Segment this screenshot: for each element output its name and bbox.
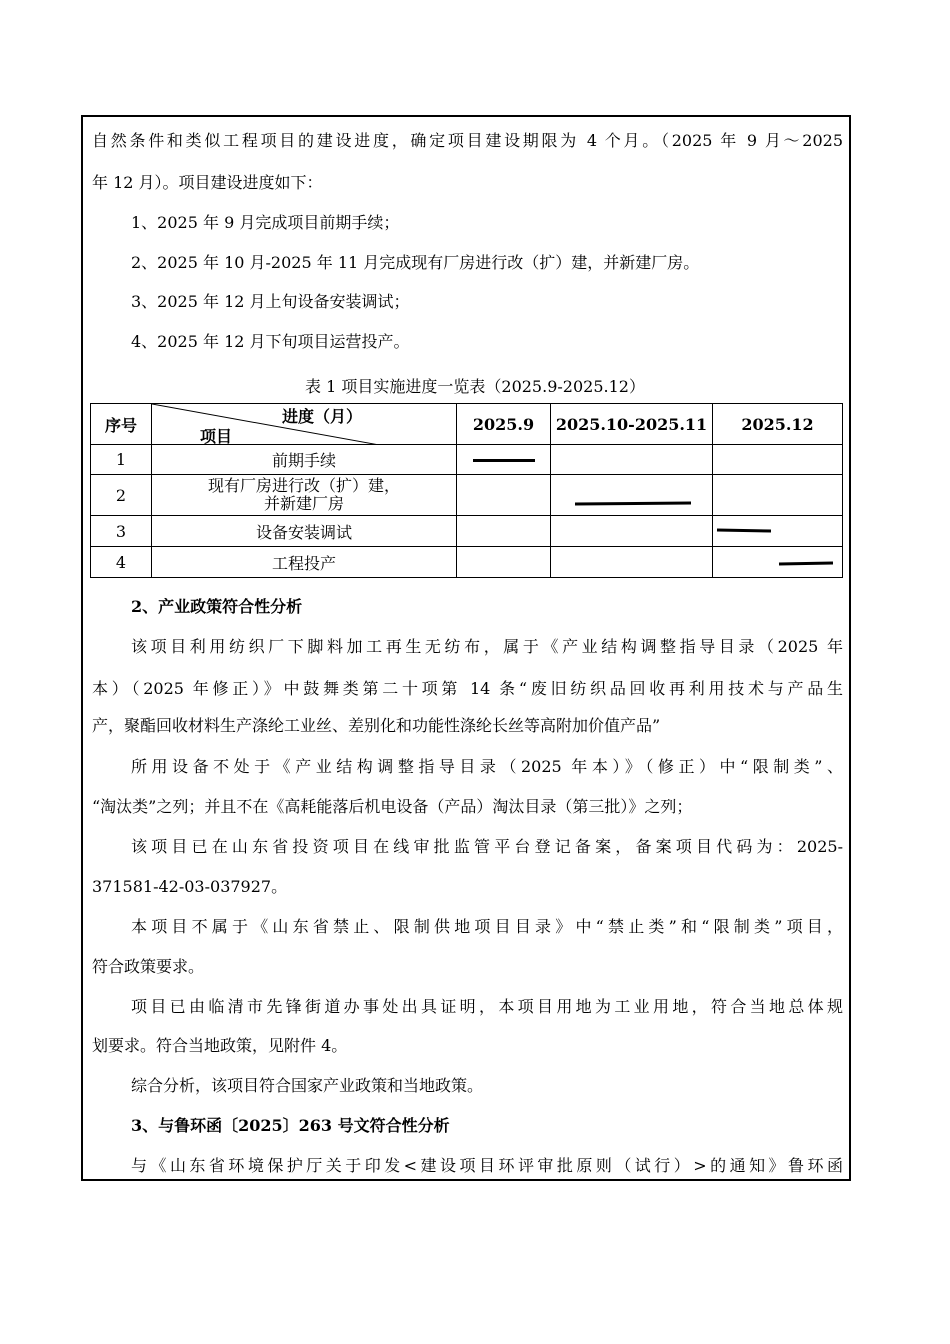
gantt-bar <box>779 562 833 566</box>
row-name: 设备安装调试 <box>152 516 457 547</box>
gantt-cell <box>457 547 551 578</box>
table-caption: 表 1 项目实施进度一览表（2025.9-2025.12） <box>305 377 645 396</box>
paragraph-line: 所用设备不处于《产业结构调整指导目录（2025 年本）》（修正）中“限制类”、 <box>131 757 843 776</box>
header-item: 项目 <box>200 427 233 446</box>
header-period: 2025.10-2025.11 <box>551 404 713 445</box>
header-progress: 进度（月） <box>282 407 363 426</box>
paragraph-line: 符合政策要求。 <box>92 957 205 976</box>
row-name-line: 现有厂房进行改（扩）建， <box>207 476 400 495</box>
gantt-cell <box>713 516 843 547</box>
table-row <box>91 547 843 578</box>
row-name <box>152 475 457 516</box>
paragraph-line: 本）（2025 年修正）》中鼓舞类第二十项第 14 条“废旧纺织品回收再利用技术与产品生 <box>92 679 843 698</box>
schedule-step-2: 2、2025 年 10 月-2025 年 11 月完成现有厂房进行改（扩）建，并新建厂房。 <box>131 253 700 272</box>
gantt-bar <box>575 501 691 505</box>
paragraph-line: 与《山东省环境保护厅关于印发<建设项目环评审批原则（试行）>的通知》鲁环函 <box>131 1156 843 1175</box>
table-row <box>91 445 843 475</box>
paragraph-line: 本项目不属于《山东省禁止、限制供地项目目录》中“禁止类”和“限制类”项目， <box>131 917 843 936</box>
schedule-step-1: 1、2025 年 9 月完成项目前期手续； <box>131 213 400 232</box>
paragraph-line: 产，聚酯回收材料生产涤纶工业丝、差别化和功能性涤纶长丝等高附加价值产品” <box>92 716 661 735</box>
schedule-table <box>90 403 843 578</box>
paragraph-line: 该项目利用纺织厂下脚料加工再生无纺布，属于《产业结构调整指导目录（2025 年 <box>131 637 843 656</box>
gantt-cell <box>551 475 713 516</box>
gantt-bar <box>717 529 771 533</box>
header-period: 2025.12 <box>713 404 843 445</box>
gantt-cell <box>551 547 713 578</box>
header-diagonal-cell <box>152 404 457 445</box>
gantt-cell <box>713 445 843 475</box>
table-header-row <box>91 404 843 445</box>
header-seq: 序号 <box>91 404 152 445</box>
schedule-step-4: 4、2025 年 12 月下旬项目运营投产。 <box>131 332 410 351</box>
row-name: 工程投产 <box>152 547 457 578</box>
gantt-cell <box>457 475 551 516</box>
paragraph-line: 划要求。符合当地政策，见附件 4。 <box>92 1036 348 1055</box>
gantt-cell <box>713 475 843 516</box>
table-row <box>91 516 843 547</box>
header-period: 2025.9 <box>457 404 551 445</box>
row-no: 2 <box>91 475 152 516</box>
gantt-cell <box>457 445 551 475</box>
gantt-cell <box>551 516 713 547</box>
row-name-line: 并新建厂房 <box>263 494 344 513</box>
gantt-cell <box>713 547 843 578</box>
row-no: 3 <box>91 516 152 547</box>
paragraph-line: 项目已由临清市先锋街道办事处出具证明，本项目用地为工业用地，符合当地总体规 <box>131 997 843 1016</box>
schedule-step-3: 3、2025 年 12 月上旬设备安装调试； <box>131 292 410 311</box>
paragraph-line: “淘汰类”之列；并且不在《高耗能落后机电设备（产品）淘汰目录（第三批）》之列； <box>92 797 693 816</box>
gantt-bar <box>473 459 535 462</box>
row-name: 前期手续 <box>152 445 457 475</box>
paragraph-line: 自然条件和类似工程项目的建设进度，确定项目建设期限为 4 个月。（2025 年 9 月～2025 <box>92 131 843 150</box>
section-heading: 2、产业政策符合性分析 <box>131 597 303 616</box>
gantt-cell <box>457 516 551 547</box>
gantt-cell <box>551 445 713 475</box>
paragraph-line: 371581-42-03-037927。 <box>92 877 288 896</box>
paragraph-line: 该项目已在山东省投资项目在线审批监管平台登记备案，备案项目代码为：2025- <box>131 837 843 856</box>
section-heading: 3、与鲁环函〔2025〕263 号文符合性分析 <box>131 1116 450 1135</box>
table-row <box>91 475 843 516</box>
paragraph-line: 综合分析，该项目符合国家产业政策和当地政策。 <box>131 1076 484 1095</box>
paragraph-line: 年 12 月）。项目建设进度如下： <box>92 173 323 192</box>
row-no: 4 <box>91 547 152 578</box>
row-no: 1 <box>91 445 152 475</box>
